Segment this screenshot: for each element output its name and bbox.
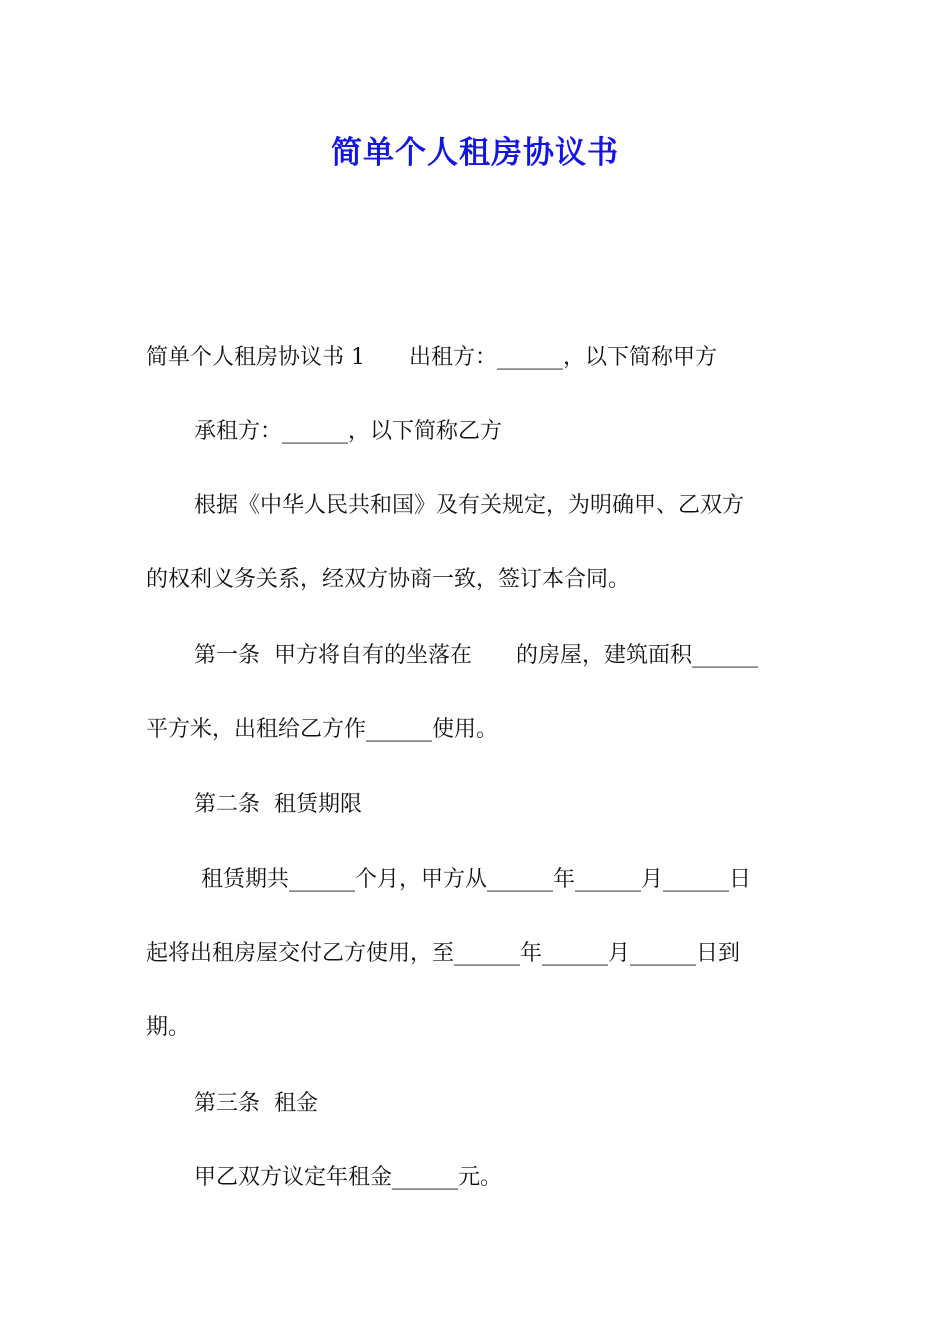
article-1-line-2: 平方米，出租给乙方作______使用。 [146,717,499,742]
article-3-heading: 第三条 租金 [194,1091,318,1116]
lease-term-line-3: 期。 [146,1015,191,1040]
article-1-line-1: 第一条 甲方将自有的坐落在 的房屋，建筑面积______ [194,643,758,668]
basis-paragraph-line-2: 的权利义务关系，经双方协商一致，签订本合同。 [146,567,631,592]
basis-paragraph-line-1: 根据《中华人民共和国》及有关规定，为明确甲、乙双方 [194,493,745,518]
document-title: 简单个人租房协议书 [331,135,619,171]
tenant-line: 承租方：______，以下简称乙方 [194,419,503,444]
article-2-heading: 第二条 租赁期限 [194,792,362,817]
lease-term-line-1: 租赁期共______个月，甲方从______年______月______日 [194,867,751,892]
intro-line: 简单个人租房协议书 1 出租方：______，以下简称甲方 [146,345,717,370]
lease-term-line-2: 起将出租房屋交付乙方使用，至______年______月______日到 [146,941,741,966]
rent-line: 甲乙双方议定年租金______元。 [194,1165,503,1190]
